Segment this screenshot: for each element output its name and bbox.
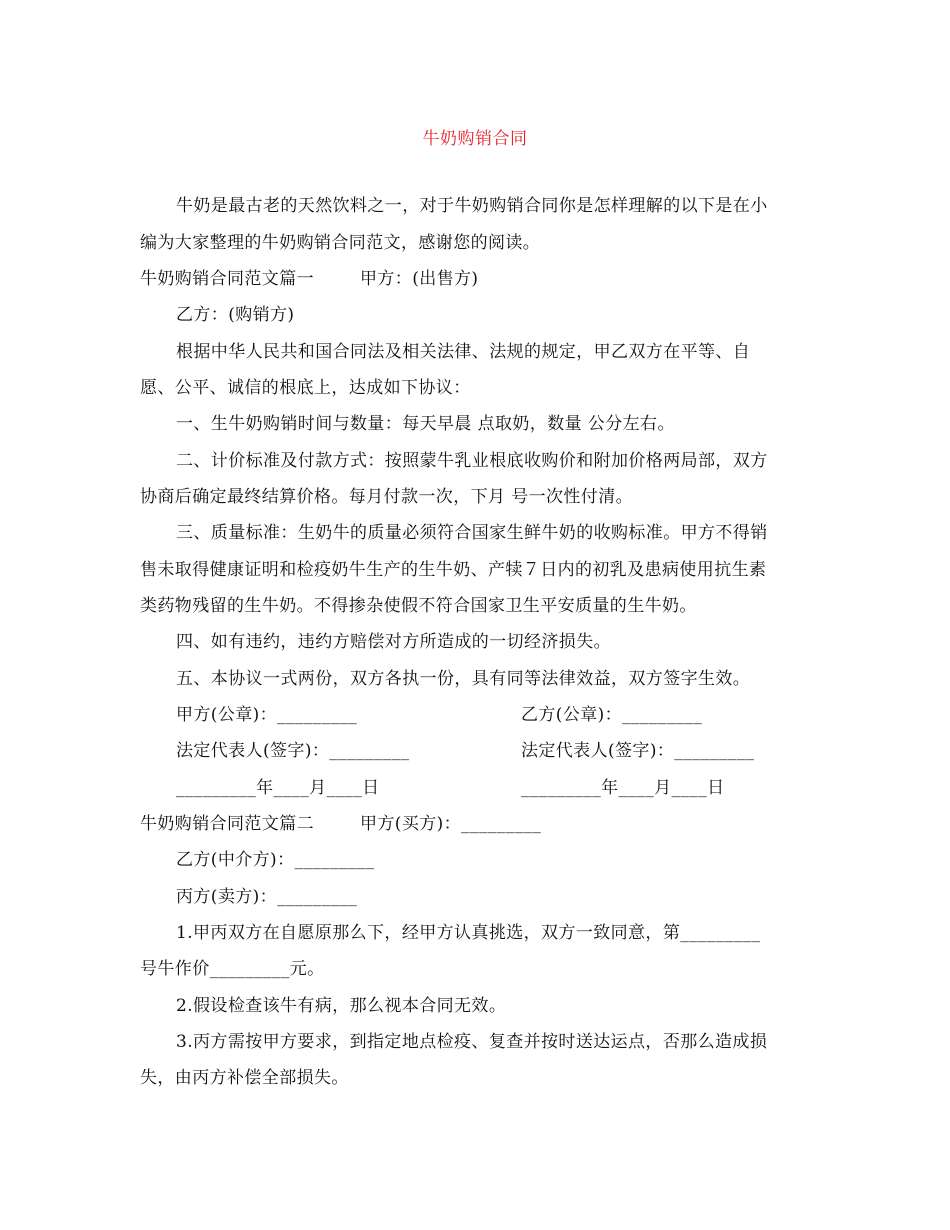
intro-line-1: 牛奶是最古老的天然饮料之一，对于牛奶购销合同你是怎样理解的以下是在小 <box>176 196 768 216</box>
section1-heading: 牛奶购销合同范文篇一 <box>140 269 314 289</box>
section1-party-a: 甲方：(出售方) <box>360 269 479 289</box>
preamble-line-2: 愿、公平、诚信的根底上，达成如下协议： <box>140 378 471 398</box>
preamble-line-1: 根据中华人民共和国合同法及相关法律、法规的规定，甲乙双方在平等、自 <box>176 342 751 362</box>
party-a-seal-field[interactable]: 甲方(公章)：_________ <box>176 705 358 725</box>
section2-party-a-field[interactable]: 甲方(买方)：_________ <box>360 814 542 834</box>
party-a-representative-field[interactable]: 法定代表人(签字)：_________ <box>176 741 410 761</box>
section2-heading-row <box>140 814 541 834</box>
item-2: 2.假设检查该牛有病，那么视本合同无效。 <box>176 996 507 1016</box>
document-title: 牛奶购销合同 <box>422 129 528 149</box>
clause-3-line-2: 售未取得健康证明和检疫奶牛生产的生牛奶、产犊７日内的初乳及患病使用抗生素 <box>140 560 767 580</box>
clause-3-line-3: 类药物残留的生牛奶。不得掺杂使假不符合国家卫生平安质量的生牛奶。 <box>140 596 697 616</box>
clause-4: 四、如有违约，违约方赔偿对方所造成的一切经济损失。 <box>176 632 611 652</box>
party-b-date-field[interactable]: _________年____月____日 <box>521 778 725 798</box>
section1-party-b: 乙方：(购销方) <box>176 305 295 325</box>
item-3-line-1: 3.丙方需按甲方要求，到指定地点检疫、复查并按时送达运点，否那么造成损 <box>176 1032 768 1052</box>
clause-2-line-2: 协商后确定最终结算价格。每月付款一次，下月 号一次性付清。 <box>140 487 634 507</box>
clause-5: 五、本协议一式两份，双方各执一份，具有同等法律效益，双方签字生效。 <box>176 669 751 689</box>
section2-party-b-field[interactable]: 乙方(中介方)：_________ <box>176 850 375 870</box>
clause-1: 一、生牛奶购销时间与数量：每天早晨 点取奶，数量 公分左右。 <box>176 414 675 434</box>
intro-line-2: 编为大家整理的牛奶购销合同范文，感谢您的阅读。 <box>140 233 541 253</box>
clause-2-line-1: 二、计价标准及付款方式：按照蒙牛乳业根底收购价和附加价格两局部，双方 <box>176 451 768 471</box>
section1-heading-row <box>140 269 478 289</box>
section2-heading: 牛奶购销合同范文篇二 <box>140 814 314 834</box>
item-1-line-1: 1.甲丙双方在自愿原那么下，经甲方认真挑选，双方一致同意，第_________ <box>176 923 761 943</box>
party-b-representative-field[interactable]: 法定代表人(签字)：_________ <box>521 741 755 761</box>
party-b-seal-field[interactable]: 乙方(公章)：_________ <box>521 705 703 725</box>
party-a-date-field[interactable]: _________年____月____日 <box>176 778 380 798</box>
item-1-line-2: 号牛作价_________元。 <box>140 959 325 979</box>
item-3-line-2: 失，由丙方补偿全部损失。 <box>140 1068 349 1088</box>
section2-party-c-field[interactable]: 丙方(卖方)：_________ <box>176 887 358 907</box>
clause-3-line-1: 三、质量标准：生奶牛的质量必须符合国家生鲜牛奶的收购标准。甲方不得销 <box>176 523 768 543</box>
